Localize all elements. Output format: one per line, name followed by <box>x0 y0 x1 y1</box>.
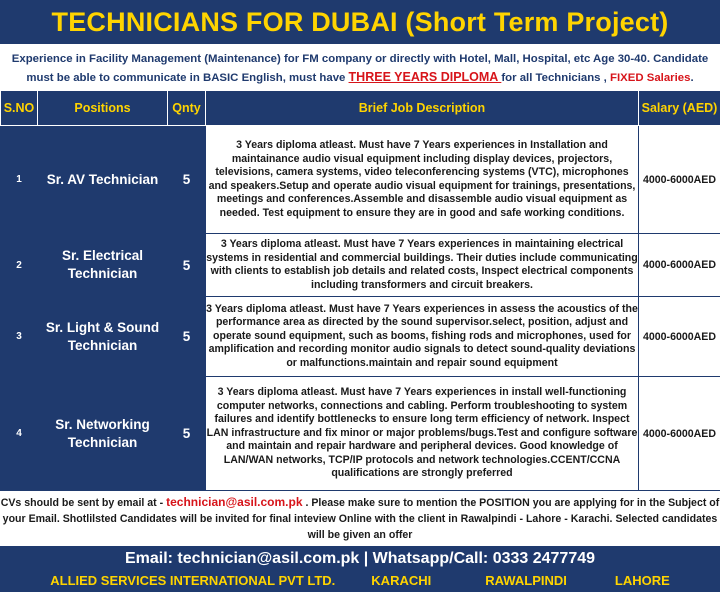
header-sno: S.NO <box>1 91 38 126</box>
contact-bar <box>0 546 720 592</box>
office-karachi: KARACHI <box>371 573 432 588</box>
table-row <box>1 297 720 377</box>
row-sno: 1 <box>1 126 38 234</box>
header-qnty: Qnty <box>168 91 206 126</box>
row-position: Sr. Electrical Technician <box>38 234 168 297</box>
diploma-highlight: THREE YEARS DIPLOMA <box>348 70 502 84</box>
row-description: 3 Years diploma atleast. Must have 7 Years experiences in Installation and maintainance audio visual equipment including display devices, projectors, televisions, camera systems, video teleconferencing systems (VTC), microphones and speakers.Setup and operate audio visual equipment for trainings, presentations, meetings and conferences.Assemble and disassemble audio visual equipment as needed. Test equipment to ensure they are in good and safe working conditions. <box>206 126 639 234</box>
row-sno: 4 <box>1 377 38 491</box>
row-qty: 5 <box>168 234 206 297</box>
header-salary: Salary (AED) <box>639 91 720 126</box>
header-description: Brief Job Description <box>206 91 639 126</box>
row-sno: 2 <box>1 234 38 297</box>
row-salary: 4000-6000AED <box>639 377 720 491</box>
page-title: TECHNICIANS FOR DUBAI (Short Term Project) <box>51 6 669 37</box>
company-line <box>0 571 720 591</box>
fixed-salaries: FIXED Salaries <box>610 72 691 84</box>
row-qty: 5 <box>168 297 206 377</box>
row-description: 3 Years diploma atleast. Must have 7 Years experiences in install well-functioning computer networks, connections and cabling. Perform troubleshooting to system failures and identify bottlenecks to ensure long term efficiency of network. Inspect LAN infrastructure and fix minor or major problems/bugs.Test and configure software and maintain and repair hardware and peripheral devices. Good knowledge of LAN/WAN networks, TCP/IP protocols and network technologies.CCENT/CCNA qualifications are strongly preferred <box>206 377 639 491</box>
row-position: Sr. AV Technician <box>38 126 168 234</box>
contact-line: Email: technician@asil.com.pk | Whatsapp/Call: 0333 2477749 <box>124 550 596 567</box>
row-qty: 5 <box>168 377 206 491</box>
instructions-suffix: . Please make sure to mention the POSITION you are applying for in the Subject of your Email. Shotlilsted Candidates will be invited for final inteview Online with the client in Rawalpindi - Lahore - Karachi. Selected candidates will be given an offer <box>2 497 720 541</box>
row-salary: 4000-6000AED <box>639 234 720 297</box>
intro-paragraph <box>0 46 720 90</box>
row-position: Sr. Networking Technician <box>38 377 168 491</box>
intro-text-2: for all Technicians , <box>501 72 611 84</box>
row-description: 3 Years diploma atleast. Must have 7 Years experiences in maintaining electrical systems in residential and commercial buildings. Their duties include communicating with clients to establish job details and related costs, Inspect electrical components including transformers and circuit breakers. <box>206 234 639 297</box>
row-qty: 5 <box>168 126 206 234</box>
jobs-table <box>0 90 720 491</box>
instructions-prefix: CVs should be sent by email at - <box>0 497 167 509</box>
title-banner <box>0 0 720 44</box>
application-instructions <box>0 492 720 544</box>
header-positions: Positions <box>38 91 168 126</box>
table-row <box>1 234 720 297</box>
row-salary: 4000-6000AED <box>639 126 720 234</box>
row-position: Sr. Light & Sound Technician <box>38 297 168 377</box>
office-lahore: LAHORE <box>614 573 670 588</box>
table-row <box>1 377 720 491</box>
table-header-row <box>1 91 720 126</box>
row-salary: 4000-6000AED <box>639 297 720 377</box>
row-sno: 3 <box>1 297 38 377</box>
table-row <box>1 126 720 234</box>
intro-text: Experience in Facility Management (Maintenance) for FM company or directly with Hotel, Mall, Hospital, etc Age 30-40. Candidate must be able to communicate in BASIC English, must have <box>11 53 709 84</box>
application-email-link[interactable]: technician@asil.com.pk <box>166 495 303 509</box>
row-description: 3 Years diploma atleast. Must have 7 Years experiences in assess the acoustics of the performance area as directed by the sound supervisor.select, position, adjust and operate sound equipment, such as booms, fishing rods and microphones, used for amplification and recording monitor audio signals to detect sound-quality deviations or malfunctions.maintain and repair sound equipment <box>206 297 639 377</box>
company-name: ALLIED SERVICES INTERNATIONAL PVT LTD. <box>50 573 336 588</box>
office-rawalpindi: RAWALPINDI <box>485 573 567 588</box>
intro-text-3: . <box>690 72 694 84</box>
